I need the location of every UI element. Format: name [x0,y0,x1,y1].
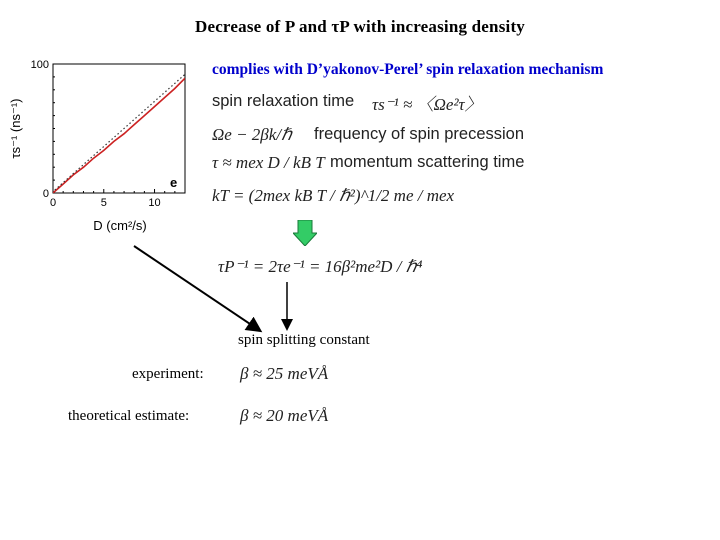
x-tick-label: 0 [49,197,57,209]
y-tick-label: 0 [42,188,49,200]
annotation-label: spin splitting constant [238,332,370,348]
experiment-value: β ≈ 25 meVÅ [240,364,329,383]
experiment-label: experiment: [132,366,204,382]
x-axis-label: D (cm²/s) [93,218,147,233]
tauP-formula: τP⁻¹ = 2τe⁻¹ = 16β²me²D / ℏ⁴ [218,257,423,276]
y-axis-label: τs⁻¹ (ns⁻¹) [8,98,23,159]
momentum-formula: τ ≈ mex D / kB T [212,153,325,172]
kt-formula: kT = (2mex kB T / ℏ²)^1/2 me / mex [212,186,455,205]
x-tick-label: 5 [100,197,107,209]
theory-value: β ≈ 20 meVÅ [240,406,329,425]
spin-relaxation-label: spin relaxation time [212,92,355,110]
precession-label: frequency of spin precession [314,125,525,143]
y-tick-label: 100 [30,59,49,71]
x-tick-label: 10 [148,197,161,209]
title-text: Decrease of P and τP with increasing density [194,17,526,36]
chart-annotation: e [170,175,178,190]
precession-formula: Ωe − 2βk/ℏ [212,125,292,144]
theory-label: theoretical estimate: [68,408,190,424]
arrow-from-chart [134,246,259,330]
momentum-label: momentum scattering time [330,153,525,171]
spin-relaxation-formula: τs⁻¹ ≈ 〈Ωe²τ〉 [372,95,482,114]
subtitle: complies with D’yakonov-Perel’ spin relaxation mechanism [212,61,604,78]
